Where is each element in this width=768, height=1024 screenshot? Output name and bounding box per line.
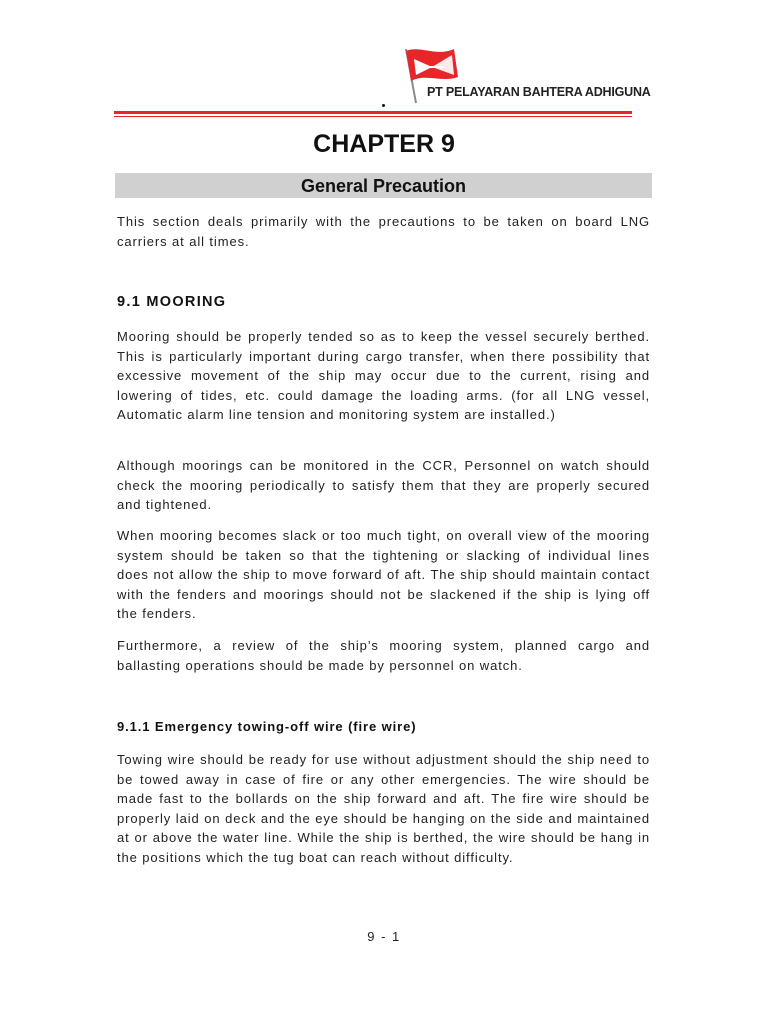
- header-rule-thin: [114, 116, 632, 117]
- mooring-paragraph-4: Furthermore, a review of the ship’s mooring system, planned cargo and ballasting operations should be made by personnel on watch.: [117, 638, 650, 673]
- company-name: PT PELAYARAN BAHTERA ADHIGUNA: [427, 85, 651, 99]
- intro-paragraph: This section deals primarily with the precautions to be taken on board LNG carriers at all times.: [117, 214, 650, 249]
- towing-wire-paragraph: Towing wire should be ready for use without adjustment should the ship need to be towed away in case of fire or any other emergencies. The wire should be made fast to the bollards on the ship forward and aft. The fire wire should be properly laid on deck and the eye should be hanging on the side and maintained at or above the water line. While the ship is berthed, the wire should be hang in the positions which the tug boat can reach without difficulty.: [117, 752, 650, 865]
- header-rule: [114, 111, 632, 114]
- mooring-paragraph-1: Mooring should be properly tended so as to keep the vessel securely berthed. This is particularly important during cargo transfer, when there possibility that excessive movement of the ship may occur due to the current, rising and lowering of tides, etc. could damage the loading arms. (for all LNG vessel, Automatic alarm line tension and monitoring system are installed.): [117, 329, 650, 423]
- section-heading-mooring: 9.1 MOORING: [117, 294, 227, 310]
- page-number: 9 - 1: [367, 929, 401, 944]
- chapter-title: CHAPTER 9: [313, 130, 455, 158]
- mooring-paragraph-3: When mooring becomes slack or too much tight, on overall view of the mooring system should be taken so that the tightening or slacking of individual lines does not allow the ship to move forward of aft. The ship should maintain contact with the fenders and moorings should not be slackened if the ship is lying off the fenders.: [117, 528, 650, 622]
- mooring-paragraph-2: Although moorings can be monitored in the CCR, Personnel on watch should check the mooring periodically to satisfy them that they are properly secured and tightened.: [117, 458, 650, 513]
- chapter-subtitle: General Precaution: [115, 173, 652, 198]
- company-logo: [402, 47, 651, 107]
- header-dot: [382, 104, 385, 107]
- section-heading-towing-wire: 9.1.1 Emergency towing-off wire (fire wire): [117, 719, 417, 734]
